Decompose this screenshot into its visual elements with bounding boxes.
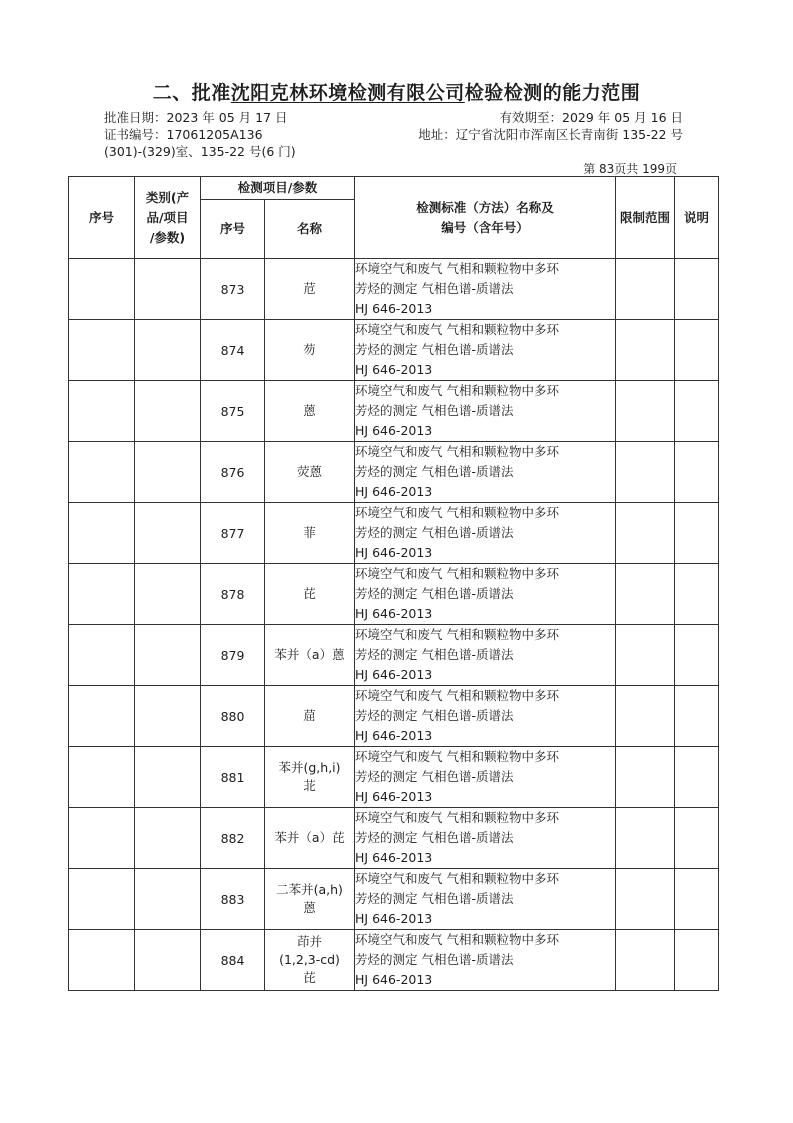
row-limit-cell — [616, 503, 675, 564]
method-line: 芳烃的测定 气相色谱-质谱法 — [355, 952, 514, 967]
method-line: HJ 646-2013 — [355, 728, 433, 743]
header-limit: 限制范围 — [616, 177, 675, 259]
row-method — [355, 564, 616, 625]
row-seq-cell — [69, 503, 135, 564]
method-line: 芳烃的测定 气相色谱-质谱法 — [355, 586, 514, 601]
table-row — [69, 320, 719, 381]
row-limit-cell — [616, 686, 675, 747]
row-limit-cell — [616, 320, 675, 381]
row-seq-cell — [69, 564, 135, 625]
row-item-name — [265, 259, 355, 320]
item-name-line: 苯并（a）蒽 — [274, 647, 345, 662]
capability-table — [68, 176, 719, 991]
row-seq-cell — [69, 442, 135, 503]
method-line: 芳烃的测定 气相色谱-质谱法 — [355, 769, 514, 784]
item-name-line: (1,2,3-cd) — [279, 952, 340, 967]
row-category-cell — [135, 381, 201, 442]
item-name-line: 苝 — [303, 778, 316, 793]
row-method — [355, 442, 616, 503]
row-limit-cell — [616, 564, 675, 625]
row-item-number: 874 — [201, 320, 265, 381]
method-line: HJ 646-2013 — [355, 667, 433, 682]
row-item-number: 880 — [201, 686, 265, 747]
row-method — [355, 930, 616, 991]
method-line: HJ 646-2013 — [355, 972, 433, 987]
table-row — [69, 381, 719, 442]
table-row — [69, 503, 719, 564]
row-item-number: 879 — [201, 625, 265, 686]
method-line: HJ 646-2013 — [355, 423, 433, 438]
method-line: 环境空气和废气 气相和颗粒物中多环 — [355, 627, 559, 642]
row-method — [355, 381, 616, 442]
item-name-line: 芴 — [303, 342, 316, 357]
table-row — [69, 442, 719, 503]
row-category-cell — [135, 747, 201, 808]
row-note-cell — [675, 564, 719, 625]
header-standard — [355, 177, 616, 259]
method-line: 环境空气和废气 气相和颗粒物中多环 — [355, 932, 559, 947]
row-note-cell — [675, 503, 719, 564]
method-line: 芳烃的测定 气相色谱-质谱法 — [355, 525, 514, 540]
method-line: HJ 646-2013 — [355, 545, 433, 560]
header-note: 说明 — [675, 177, 719, 259]
table-row — [69, 625, 719, 686]
item-name-line: 菲 — [303, 525, 316, 540]
row-note-cell — [675, 686, 719, 747]
row-limit-cell — [616, 442, 675, 503]
header-item-group: 检测项目/参数 — [201, 177, 355, 200]
address-continued: (301)-(329)室、135-22 号(6 门) — [104, 144, 296, 159]
method-line: 环境空气和废气 气相和颗粒物中多环 — [355, 444, 559, 459]
header-standard-line: 编号（含年号） — [441, 219, 529, 235]
row-limit-cell — [616, 869, 675, 930]
page-title — [0, 78, 793, 105]
row-limit-cell — [616, 930, 675, 991]
row-method — [355, 869, 616, 930]
item-name-line: 蒽 — [303, 403, 316, 418]
row-seq-cell — [69, 808, 135, 869]
method-line: 环境空气和废气 气相和颗粒物中多环 — [355, 566, 559, 581]
method-line: 芳烃的测定 气相色谱-质谱法 — [355, 403, 514, 418]
method-line: 芳烃的测定 气相色谱-质谱法 — [355, 464, 514, 479]
row-item-number: 884 — [201, 930, 265, 991]
row-note-cell — [675, 747, 719, 808]
method-line: HJ 646-2013 — [355, 301, 433, 316]
table-row — [69, 747, 719, 808]
row-seq-cell — [69, 869, 135, 930]
item-name-line: 荧蒽 — [297, 464, 323, 479]
header-category — [135, 177, 201, 259]
row-note-cell — [675, 930, 719, 991]
method-line: 芳烃的测定 气相色谱-质谱法 — [355, 891, 514, 906]
method-line: 环境空气和废气 气相和颗粒物中多环 — [355, 261, 559, 276]
header-category-line: 类别(产 — [145, 189, 190, 205]
table-row — [69, 686, 719, 747]
row-item-name — [265, 503, 355, 564]
title-prefix: 二、批准 — [152, 82, 231, 104]
row-category-cell — [135, 869, 201, 930]
row-limit-cell — [616, 808, 675, 869]
header-category-line: /参数) — [149, 229, 186, 245]
row-method — [355, 259, 616, 320]
method-line: 环境空气和废气 气相和颗粒物中多环 — [355, 810, 559, 825]
row-seq-cell — [69, 686, 135, 747]
row-note-cell — [675, 442, 719, 503]
header-category-line: 品/项目 — [146, 209, 189, 225]
row-method — [355, 625, 616, 686]
row-note-cell — [675, 381, 719, 442]
valid-until: 有效期至：2029 年 05 月 16 日 — [499, 110, 683, 125]
method-line: HJ 646-2013 — [355, 484, 433, 499]
row-method — [355, 747, 616, 808]
row-note-cell — [675, 625, 719, 686]
row-category-cell — [135, 808, 201, 869]
approval-date: 批准日期：2023 年 05 月 17 日 — [104, 110, 288, 125]
row-item-number: 877 — [201, 503, 265, 564]
address: 地址：辽宁省沈阳市浑南区长青南街 135-22 号 — [418, 127, 683, 142]
row-category-cell — [135, 442, 201, 503]
row-seq-cell — [69, 381, 135, 442]
row-note-cell — [675, 808, 719, 869]
row-item-name — [265, 869, 355, 930]
item-name-line: 苯并(g,h,i) — [278, 760, 341, 775]
table-row — [69, 930, 719, 991]
row-item-name — [265, 930, 355, 991]
table-body — [69, 259, 719, 991]
method-line: 环境空气和废气 气相和颗粒物中多环 — [355, 688, 559, 703]
header-item-seq: 序号 — [201, 200, 265, 259]
method-line: HJ 646-2013 — [355, 606, 433, 621]
header-standard-line: 检测标准（方法）名称及 — [416, 199, 554, 215]
row-category-cell — [135, 625, 201, 686]
method-line: 芳烃的测定 气相色谱-质谱法 — [355, 342, 514, 357]
item-name-line: 苯并（a）芘 — [274, 830, 345, 845]
row-method — [355, 808, 616, 869]
method-line: HJ 646-2013 — [355, 789, 433, 804]
row-item-number: 883 — [201, 869, 265, 930]
method-line: 环境空气和废气 气相和颗粒物中多环 — [355, 505, 559, 520]
row-item-name — [265, 625, 355, 686]
table-row — [69, 869, 719, 930]
table-row — [69, 808, 719, 869]
row-item-name — [265, 381, 355, 442]
row-method — [355, 503, 616, 564]
row-item-name — [265, 686, 355, 747]
row-method — [355, 320, 616, 381]
row-seq-cell — [69, 320, 135, 381]
row-category-cell — [135, 686, 201, 747]
title-suffix: 检验检测的能力范围 — [464, 82, 641, 104]
item-name-line: 二苯并(a,h) — [276, 882, 343, 897]
item-name-line: 蒽 — [303, 900, 316, 915]
method-line: 芳烃的测定 气相色谱-质谱法 — [355, 281, 514, 296]
row-item-number: 876 — [201, 442, 265, 503]
row-item-name — [265, 808, 355, 869]
row-item-name — [265, 747, 355, 808]
row-item-number: 882 — [201, 808, 265, 869]
method-line: 芳烃的测定 气相色谱-质谱法 — [355, 647, 514, 662]
row-limit-cell — [616, 625, 675, 686]
row-note-cell — [675, 259, 719, 320]
item-name-line: 茚并 — [297, 934, 323, 949]
method-line: HJ 646-2013 — [355, 850, 433, 865]
method-line: HJ 646-2013 — [355, 911, 433, 926]
row-category-cell — [135, 259, 201, 320]
item-name-line: 芘 — [303, 586, 316, 601]
row-seq-cell — [69, 747, 135, 808]
row-limit-cell — [616, 381, 675, 442]
method-line: 环境空气和废气 气相和颗粒物中多环 — [355, 749, 559, 764]
method-line: 芳烃的测定 气相色谱-质谱法 — [355, 708, 514, 723]
method-line: 环境空气和废气 气相和颗粒物中多环 — [355, 871, 559, 886]
method-line: 环境空气和废气 气相和颗粒物中多环 — [355, 322, 559, 337]
row-category-cell — [135, 320, 201, 381]
row-note-cell — [675, 320, 719, 381]
method-line: 环境空气和废气 气相和颗粒物中多环 — [355, 383, 559, 398]
row-limit-cell — [616, 259, 675, 320]
row-seq-cell — [69, 625, 135, 686]
row-item-number: 873 — [201, 259, 265, 320]
row-item-number: 878 — [201, 564, 265, 625]
row-limit-cell — [616, 747, 675, 808]
item-name-line: 芘 — [303, 970, 316, 985]
row-item-number: 875 — [201, 381, 265, 442]
row-note-cell — [675, 869, 719, 930]
method-line: 芳烃的测定 气相色谱-质谱法 — [355, 830, 514, 845]
row-seq-cell — [69, 259, 135, 320]
item-name-line: 䓛 — [303, 708, 316, 723]
row-method — [355, 686, 616, 747]
row-item-name — [265, 320, 355, 381]
page-number: 第 83页共 199页 — [583, 162, 677, 176]
row-category-cell — [135, 930, 201, 991]
row-item-name — [265, 564, 355, 625]
row-category-cell — [135, 503, 201, 564]
table-row — [69, 564, 719, 625]
cert-number: 证书编号：17061205A136 — [104, 127, 263, 142]
row-item-name — [265, 442, 355, 503]
header-seq: 序号 — [69, 177, 135, 259]
row-category-cell — [135, 564, 201, 625]
row-seq-cell — [69, 930, 135, 991]
table-row — [69, 259, 719, 320]
method-line: HJ 646-2013 — [355, 362, 433, 377]
header-item-name: 名称 — [265, 200, 355, 259]
row-item-number: 881 — [201, 747, 265, 808]
item-name-line: 苊 — [303, 281, 316, 296]
title-org: 沈阳克林环境检测有限公司 — [230, 82, 465, 104]
